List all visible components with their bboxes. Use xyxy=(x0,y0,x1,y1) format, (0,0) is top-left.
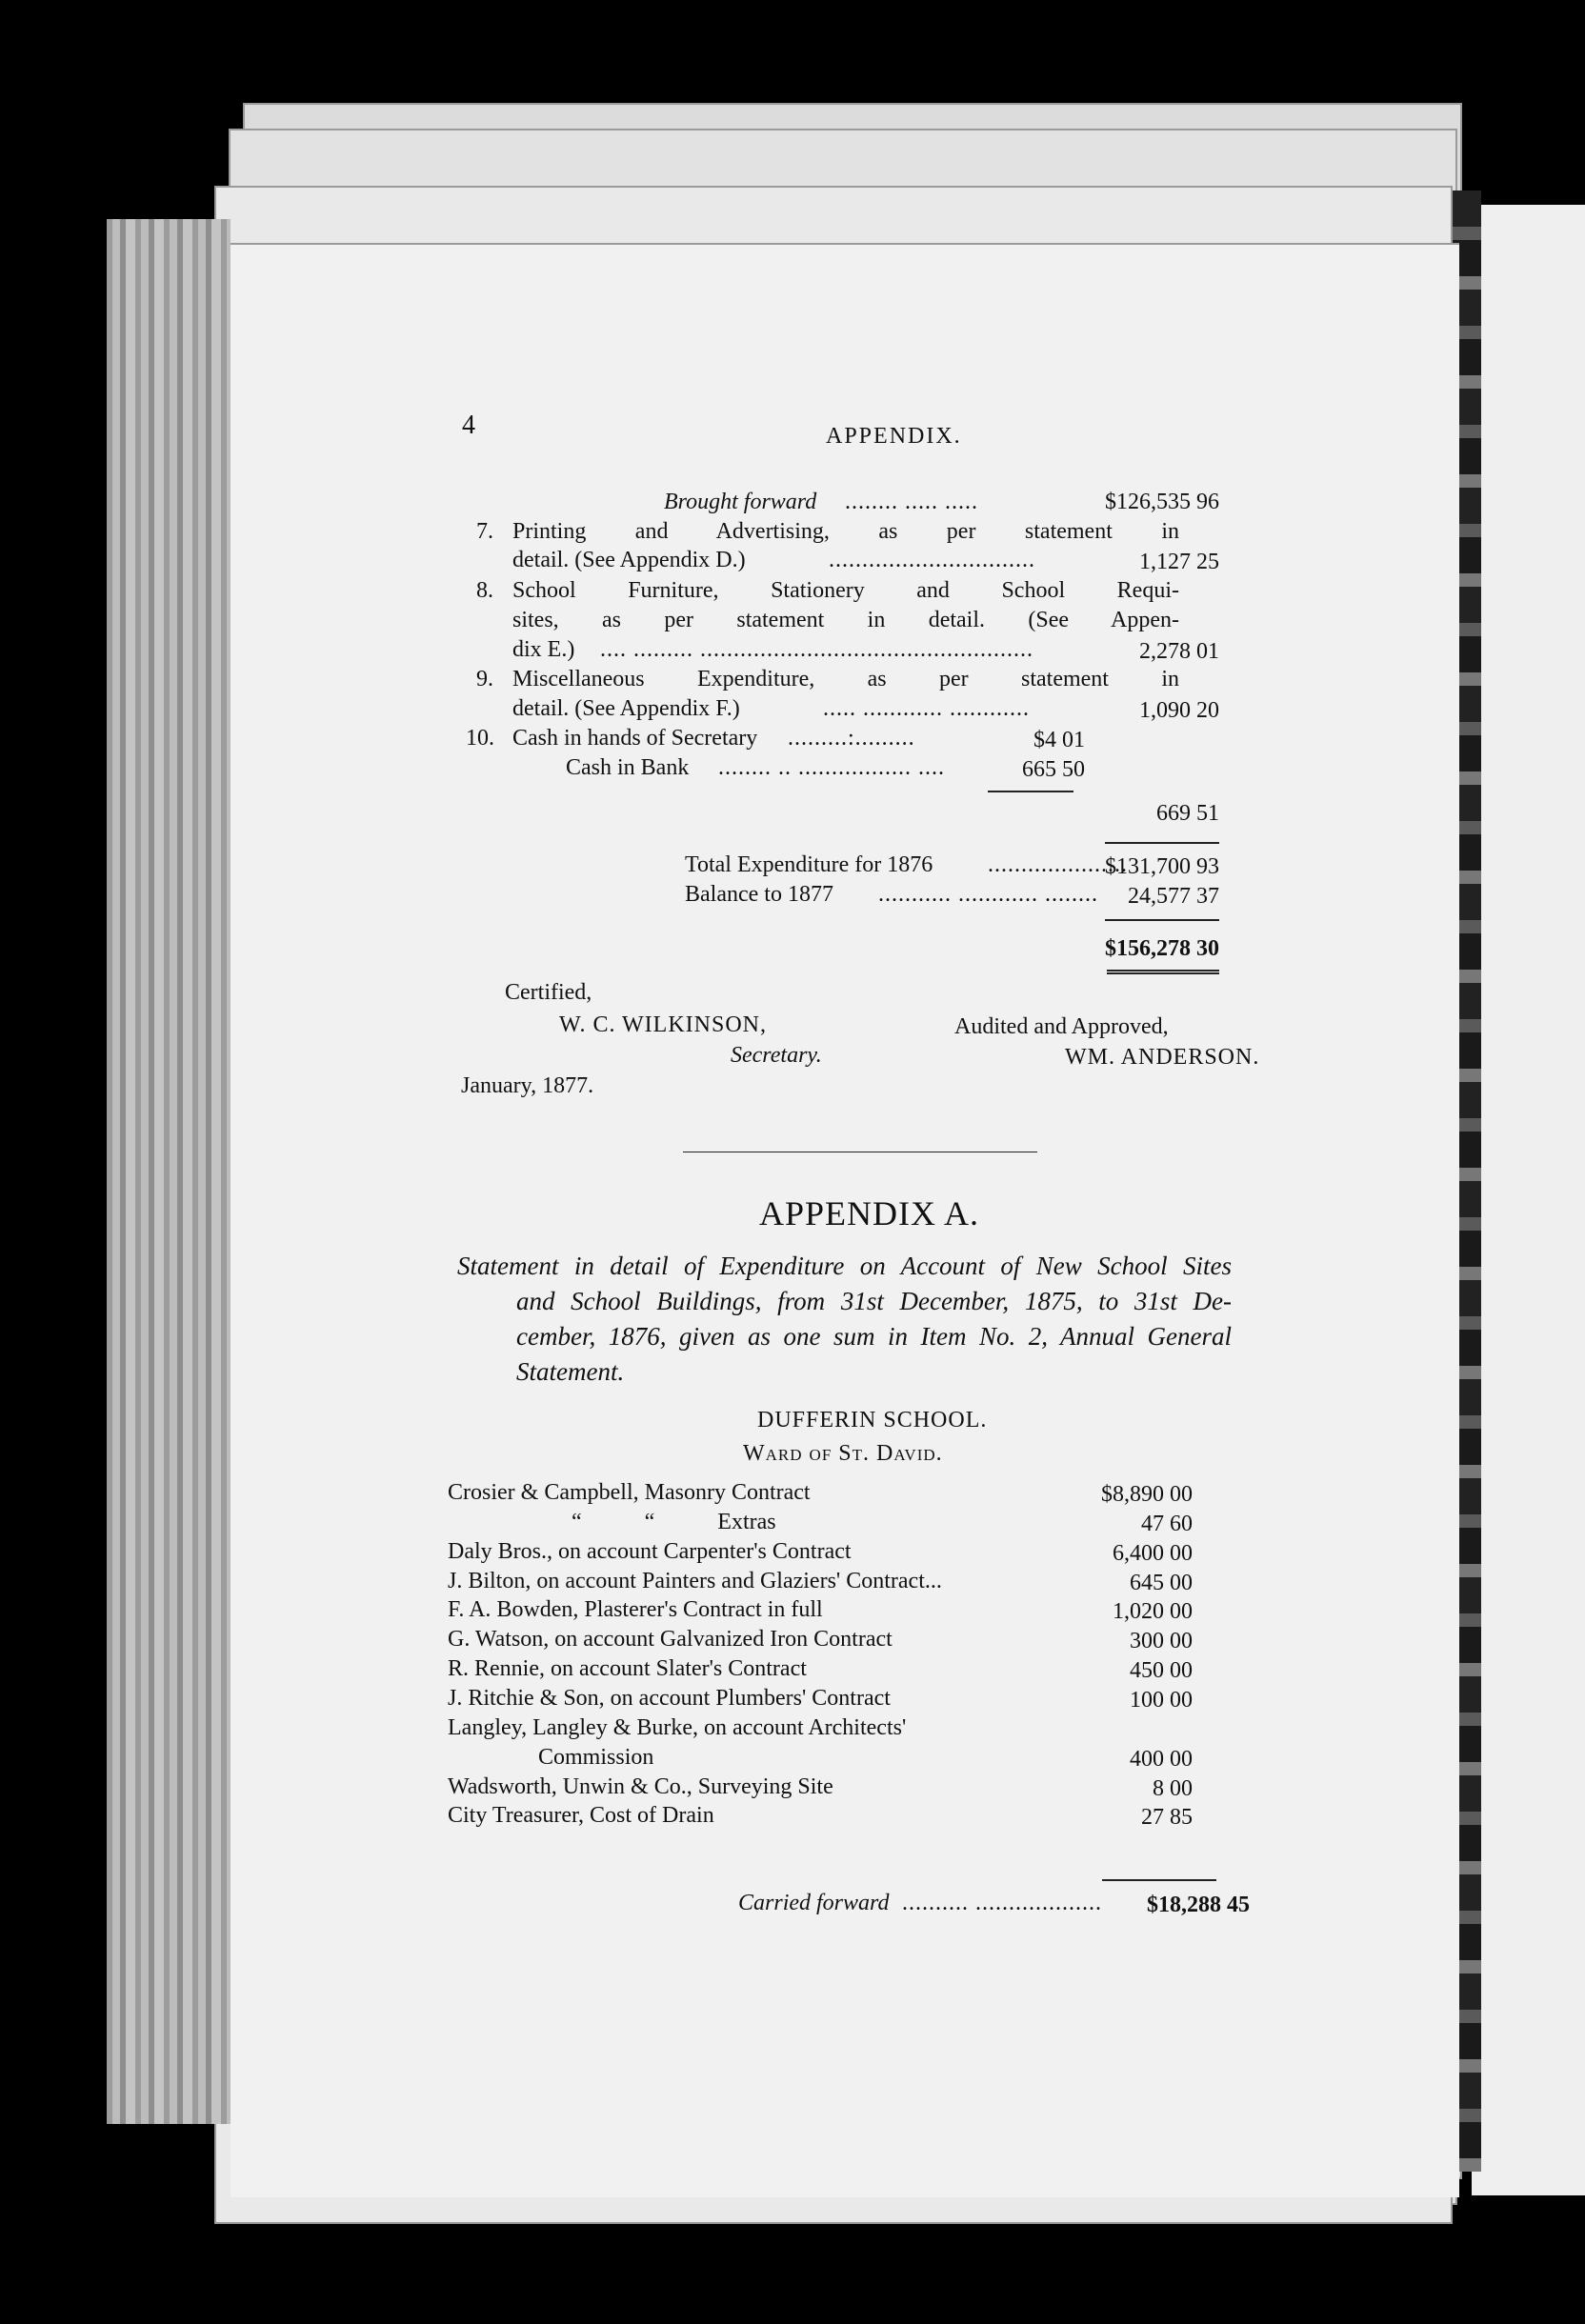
item-line: Miscellaneous Expenditure, as per statement in xyxy=(512,667,1179,691)
sum-rule xyxy=(1105,842,1219,844)
brought-forward-amount: $126,535 96 xyxy=(1105,490,1219,514)
secretary-title: Secretary. xyxy=(731,1043,822,1068)
facing-page-strip xyxy=(1472,205,1585,2195)
sum-rule xyxy=(988,791,1073,792)
document-page xyxy=(231,243,1459,2197)
entry-label: Langley, Langley & Burke, on account Architects' xyxy=(448,1715,907,1740)
entry-amount: 300 00 xyxy=(1130,1629,1193,1653)
cash-bank-label: Cash in Bank xyxy=(566,755,690,780)
entry-amount: 8 00 xyxy=(1153,1776,1193,1801)
date: January, 1877. xyxy=(461,1073,594,1098)
entry-amount: 450 00 xyxy=(1130,1658,1193,1683)
ward-name: Ward of St. David. xyxy=(743,1441,943,1466)
entry-amount: 1,020 00 xyxy=(1113,1599,1193,1624)
auditor-name: WM. ANDERSON. xyxy=(1065,1045,1260,1070)
entry-label: Wadsworth, Unwin & Co., Surveying Site xyxy=(448,1774,833,1799)
dot-leader: ..... ............ ............ xyxy=(823,696,1030,721)
dot-leader: ............................... xyxy=(829,548,1035,572)
entry-label: G. Watson, on account Galvanized Iron Contract xyxy=(448,1627,893,1652)
grand-total-rule xyxy=(1107,970,1219,974)
entry-label: “ “ Extras xyxy=(572,1510,776,1534)
item-line: School Furniture, Stationery and School Requi- xyxy=(512,578,1179,603)
cash-bank-amount: 665 50 xyxy=(1022,757,1085,782)
item-line: detail. (See Appendix D.) xyxy=(512,548,746,572)
secretary-name: W. C. WILKINSON, xyxy=(559,1012,767,1037)
balance-label: Balance to 1877 xyxy=(685,882,833,907)
item-number: 7. xyxy=(476,519,493,544)
entry-label: R. Rennie, on account Slater's Contract xyxy=(448,1656,807,1681)
certified-label: Certified, xyxy=(505,980,592,1005)
item-amount: 1,127 25 xyxy=(1139,550,1219,574)
entry-label: J. Ritchie & Son, on account Plumbers' Contract xyxy=(448,1686,891,1711)
entry-label: Crosier & Campbell, Masonry Contract xyxy=(448,1480,811,1505)
entry-amount: 645 00 xyxy=(1130,1571,1193,1595)
carried-forward-amount: $18,288 45 xyxy=(1147,1893,1250,1917)
statement-line: Statement in detail of Expenditure on Account of New School Sites xyxy=(457,1252,1232,1280)
cash-secretary-label: Cash in hands of Secretary xyxy=(512,726,758,751)
dot-leader: .......... ................... xyxy=(902,1891,1102,1915)
dot-leader: .........:......... xyxy=(788,726,915,751)
appendix-a-title: APPENDIX A. xyxy=(759,1194,980,1232)
entry-amount: 27 85 xyxy=(1141,1805,1193,1830)
dot-leader: ........... ............ ........ xyxy=(878,882,1098,907)
carried-forward-label: Carried forward xyxy=(738,1891,890,1915)
sum-rule xyxy=(1102,1879,1216,1881)
dot-leader: ..................... xyxy=(988,852,1128,877)
statement-line: and School Buildings, from 31st December, 1875, to 31st De- xyxy=(516,1287,1232,1315)
audited-label: Audited and Approved, xyxy=(954,1014,1169,1039)
entry-label: J. Bilton, on account Painters and Glaziers' Contract... xyxy=(448,1569,942,1593)
entry-amount: $8,890 00 xyxy=(1101,1482,1193,1507)
entry-label: F. A. Bowden, Plasterer's Contract in full xyxy=(448,1597,823,1622)
sum-rule xyxy=(1105,919,1219,921)
item-line: sites, as per statement in detail. (See Appen- xyxy=(512,608,1179,632)
school-name: DUFFERIN SCHOOL. xyxy=(757,1408,988,1432)
entry-label: City Treasurer, Cost of Drain xyxy=(448,1803,714,1828)
item-number: 9. xyxy=(476,667,493,691)
dot-leader: ........ .. ................. .... xyxy=(718,755,945,780)
entry-amount: 400 00 xyxy=(1130,1747,1193,1772)
dot-leader: ........ ..... ..... xyxy=(845,490,978,514)
running-title: APPENDIX. xyxy=(826,424,962,449)
item-number: 10. xyxy=(466,726,494,751)
total-expenditure-label: Total Expenditure for 1876 xyxy=(685,852,933,877)
entry-amount: 100 00 xyxy=(1130,1688,1193,1713)
balance-amount: 24,577 37 xyxy=(1128,884,1219,909)
cash-secretary-amount: $4 01 xyxy=(1033,728,1085,752)
item-amount: 2,278 01 xyxy=(1139,639,1219,664)
statement-line: Statement. xyxy=(516,1357,625,1386)
brought-forward-label: Brought forward xyxy=(664,490,817,514)
entry-amount: 6,400 00 xyxy=(1113,1541,1193,1566)
cash-subtotal: 669 51 xyxy=(1156,801,1219,826)
statement-line: cember, 1876, given as one sum in Item No. 2, Annual General xyxy=(516,1322,1232,1351)
entry-label: Daly Bros., on account Carpenter's Contract xyxy=(448,1539,852,1564)
item-amount: 1,090 20 xyxy=(1139,698,1219,723)
entry-label: Commission xyxy=(538,1745,654,1770)
page-stack-edge xyxy=(107,219,231,2124)
total-expenditure-amount: $131,700 93 xyxy=(1105,854,1219,879)
grand-total: $156,278 30 xyxy=(1105,936,1219,961)
dot-leader: .... ......... .................................................. xyxy=(600,637,1033,662)
item-number: 8. xyxy=(476,578,493,603)
item-line: dix E.) xyxy=(512,637,575,662)
entry-amount: 47 60 xyxy=(1141,1512,1193,1536)
item-line: Printing and Advertising, as per statement in xyxy=(512,519,1179,544)
item-line: detail. (See Appendix F.) xyxy=(512,696,740,721)
page-number: 4 xyxy=(462,411,475,440)
